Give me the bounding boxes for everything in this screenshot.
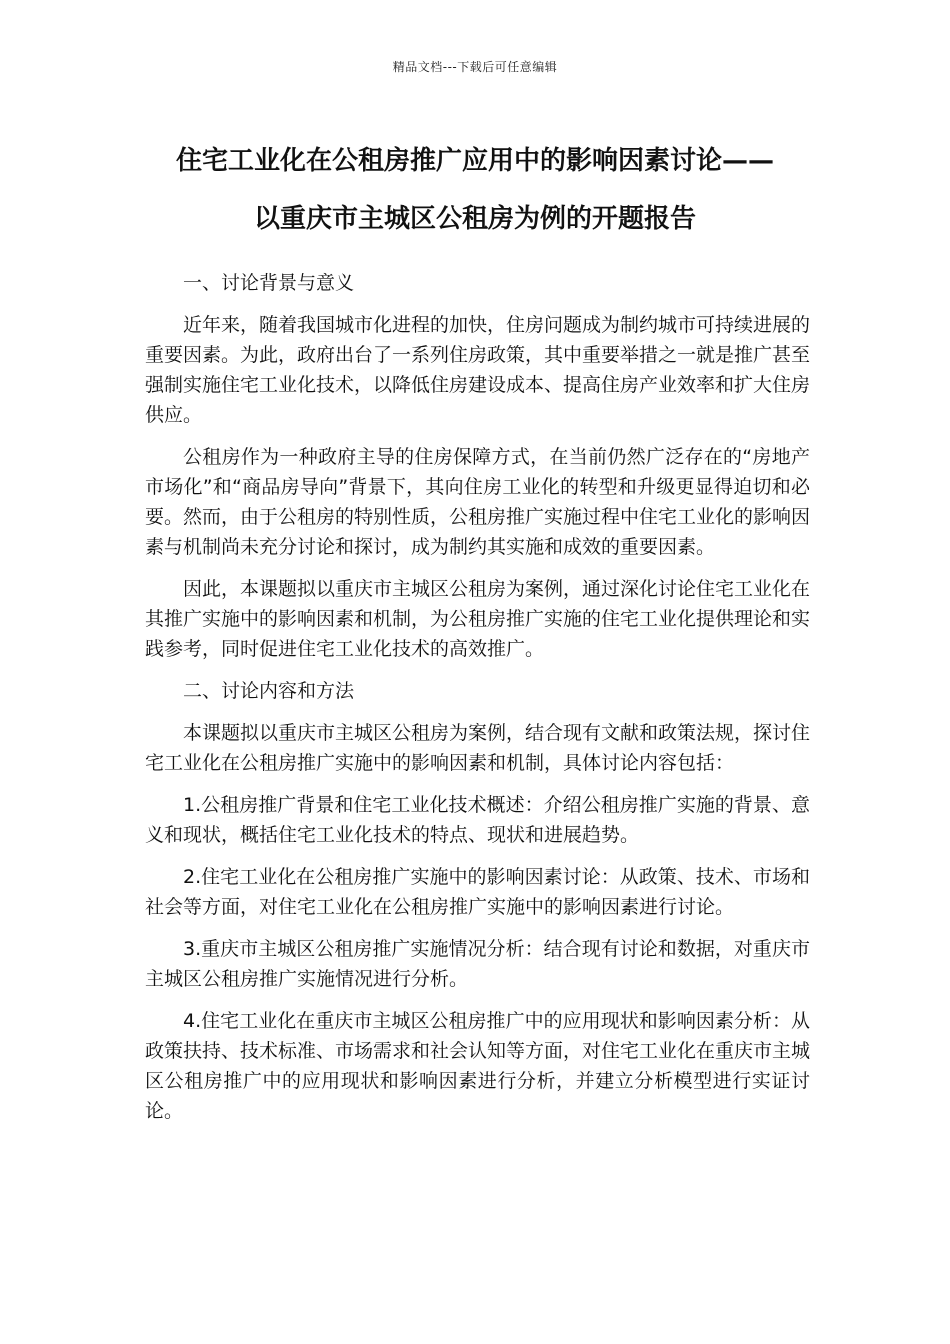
list-item: 4.住宅工业化在重庆市主城区公租房推广中的应用现状和影响因素分析：从政策扶持、技术标准、市场需求和社会认知等方面，对住宅工业化在重庆市主城区公租房推广中的应用现状和影响因素进行分析，并建立分析模型进行实证讨论。	[145, 1010, 811, 1122]
paragraph: 本课题拟以重庆市主城区公租房为案例，结合现有文献和政策法规，探讨住宅工业化在公租房推广实施中的影响因素和机制，具体讨论内容包括：	[145, 722, 811, 774]
section-heading-content-methods: 二、讨论内容和方法	[183, 680, 355, 702]
header-note: 精品文档---下载后可任意编辑	[392, 60, 558, 74]
title-line-2: 以重庆市主城区公租房为例的开题报告	[253, 204, 696, 234]
paragraph: 因此，本课题拟以重庆市主城区公租房为案例，通过深化讨论住宅工业化在其推广实施中的影响因素和机制，为公租房推广实施的住宅工业化提供理论和实践参考，同时促进住宅工业化技术的高效推广。	[145, 578, 811, 660]
list-item: 1.公租房推广背景和住宅工业化技术概述：介绍公租房推广实施的背景、意义和现状，概括住宅工业化技术的特点、现状和进展趋势。	[145, 794, 810, 846]
document-body	[145, 268, 810, 1138]
list-item: 2.住宅工业化在公租房推广实施中的影响因素讨论：从政策、技术、市场和社会等方面，对住宅工业化在公租房推广实施中的影响因素进行讨论。	[145, 866, 810, 918]
title-line-1: 住宅工业化在公租房推广应用中的影响因素讨论——	[175, 146, 774, 176]
document-title	[120, 132, 830, 248]
list-item: 3.重庆市主城区公租房推广实施情况分析：结合现有讨论和数据，对重庆市主城区公租房推广实施情况进行分析。	[145, 938, 810, 990]
paragraph: 公租房作为一种政府主导的住房保障方式，在当前仍然广泛存在的“房地产市场化”和“商品房导向”背景下，其向住房工业化的转型和升级更显得迫切和必要。然而，由于公租房的特别性质，公租房推广实施过程中住宅工业化的影响因素与机制尚未充分讨论和探讨，成为制约其实施和成效的重要因素。	[145, 446, 811, 558]
section-heading-background: 一、讨论背景与意义	[183, 272, 355, 294]
paragraph: 近年来，随着我国城市化进程的加快，住房问题成为制约城市可持续进展的重要因素。为此，政府出台了一系列住房政策，其中重要举措之一就是推广甚至强制实施住宅工业化技术，以降低住房建设成本、提高住房产业效率和扩大住房供应。	[145, 314, 811, 426]
